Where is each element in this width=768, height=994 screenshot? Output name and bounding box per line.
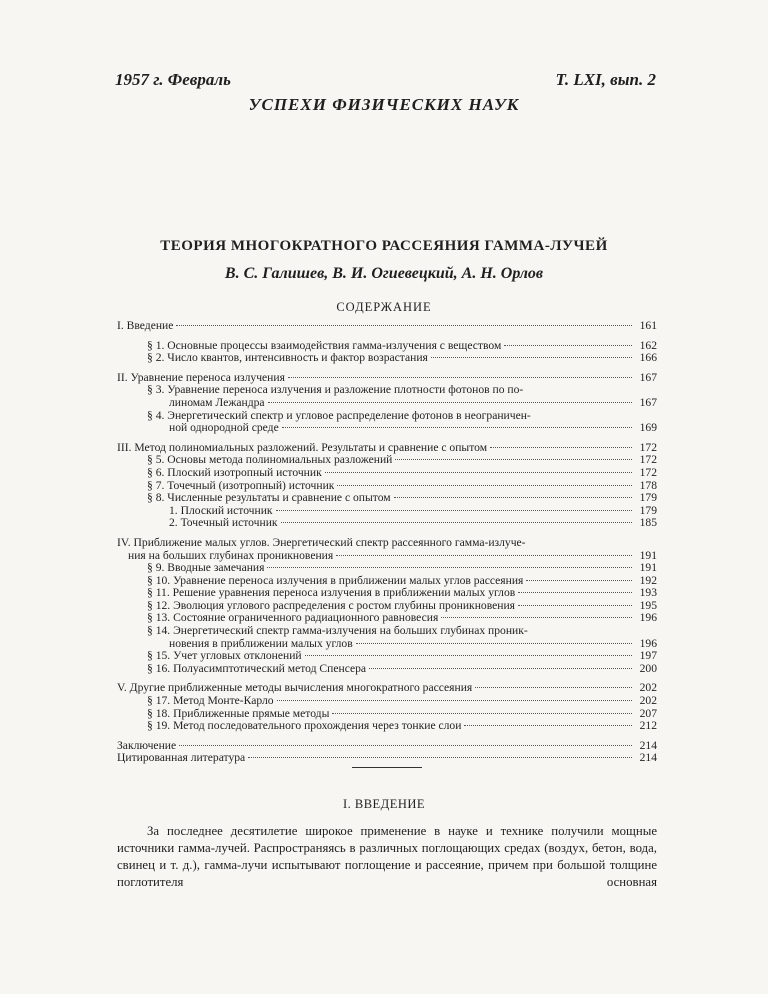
toc-entry[interactable]: II. Уравнение переноса излучения 167 — [117, 370, 657, 384]
toc-entry[interactable]: § 8. Численные результаты и сравнение с опытом 179 — [147, 491, 657, 505]
contents-heading: СОДЕРЖАНИЕ — [336, 300, 432, 314]
table-of-contents — [117, 320, 657, 765]
toc-entry[interactable]: § 10. Уравнение переноса излучения в приближении малых углов рассеяния 192 — [147, 573, 657, 587]
toc-entry-continued[interactable]: линомам Лежандра 167 — [169, 395, 657, 409]
toc-entry[interactable]: § 3. Уравнение переноса излучения и разложение плотности фотонов по по- — [147, 383, 524, 397]
toc-entry[interactable]: § 16. Полуасимптотический метод Спенсера 200 — [147, 661, 657, 675]
toc-entry[interactable]: § 11. Решение уравнения переноса излучения в приближении малых углов 193 — [147, 586, 657, 600]
toc-entry[interactable]: III. Метод полиномиальных разложений. Результаты и сравнение с опытом 172 — [117, 440, 657, 454]
toc-entry[interactable]: Цитированная литература 214 — [117, 751, 657, 765]
toc-entry[interactable]: § 1. Основные процессы взаимодействия гамма-излучения с веществом 162 — [147, 338, 657, 352]
toc-entry[interactable]: V. Другие приближенные методы вычисления многократного рассеяния 202 — [117, 681, 657, 695]
toc-entry[interactable]: § 5. Основы метода полиномиальных разложений 172 — [147, 453, 657, 467]
toc-entry[interactable]: § 15. Учет угловых отклонений 197 — [147, 649, 657, 663]
toc-entry[interactable]: Заключение 214 — [117, 738, 657, 752]
article-authors: В. С. Галишев, В. И. Огиевецкий, А. Н. Орлов — [224, 265, 544, 282]
toc-entry[interactable]: I. Введение 161 — [117, 319, 657, 332]
toc-entry[interactable]: § 7. Точечный (изотропный) источник 178 — [147, 478, 657, 492]
toc-entry[interactable]: § 18. Приближенные прямые методы 207 — [147, 706, 657, 720]
toc-entry[interactable]: IV. Приближение малых углов. Энергетический спектр рассеянного гамма-излуче- — [117, 535, 526, 549]
toc-entry[interactable]: § 12. Эволюция углового распределения с ростом глубины проникновения 195 — [147, 598, 657, 612]
section-heading: I. ВВЕДЕНИЕ — [342, 797, 426, 811]
toc-entry[interactable]: § 2. Число квантов, интенсивность и фактор возрастания 166 — [147, 351, 657, 365]
toc-entry[interactable]: § 17. Метод Монте-Карло 202 — [147, 694, 657, 708]
body-paragraph: За последнее десятилетие широкое применение в науке и технике получили мощные источники гамма-лучей. Распространяясь в различных поглощающих средах (воздух, бетон, вода, свинец и т. д.), гамма-лучи испытывают поглощение и рассеяние, причем при большой толщине поглотителя основная — [117, 824, 657, 889]
toc-entry[interactable]: § 13. Состояние ограниченного радиационного равновесия 196 — [147, 611, 657, 625]
toc-entry-continued[interactable]: новения в приближении малых углов 196 — [169, 636, 657, 650]
volume-issue: Т. LXI, вып. 2 — [555, 70, 656, 89]
toc-entry[interactable]: § 14. Энергетический спектр гамма-излучения на больших глубинах проник- — [147, 624, 528, 638]
toc-entry-continued[interactable]: ной однородной среде 169 — [169, 421, 657, 435]
toc-entry[interactable]: § 19. Метод последовательного прохождения через тонкие слои 212 — [147, 719, 657, 733]
article-title: ТЕОРИЯ МНОГОКРАТНОГО РАССЕЯНИЯ ГАММА-ЛУЧЕЙ — [160, 238, 608, 254]
toc-entry-continued[interactable]: ния на больших глубинах проникновения 191 — [128, 548, 657, 562]
toc-subentry[interactable]: 2. Точечный источник 185 — [169, 516, 657, 530]
section-divider — [352, 767, 422, 768]
toc-entry[interactable]: § 4. Энергетический спектр и угловое распределение фотонов в неограничен- — [147, 408, 531, 422]
journal-title: УСПЕХИ ФИЗИЧЕСКИХ НАУК — [248, 95, 520, 114]
toc-entry[interactable]: § 6. Плоский изотропный источник 172 — [147, 465, 657, 479]
toc-entry[interactable]: § 9. Вводные замечания 191 — [147, 561, 657, 575]
body-text — [117, 823, 657, 891]
issue-date: 1957 г. Февраль — [115, 70, 231, 89]
toc-subentry[interactable]: 1. Плоский источник 179 — [169, 503, 657, 517]
